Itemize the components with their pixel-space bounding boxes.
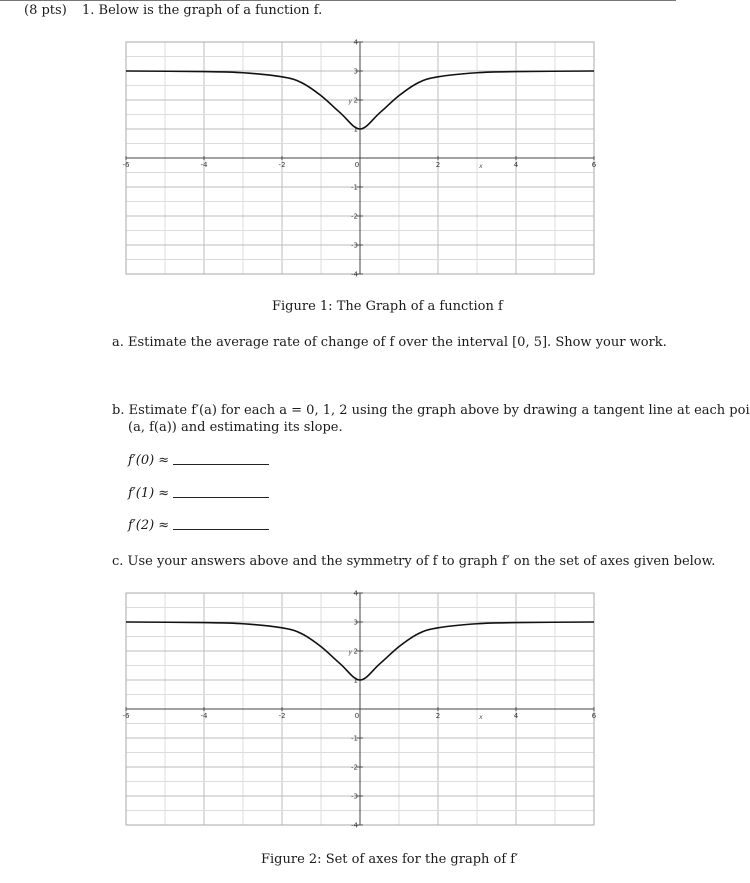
x-tick-label: -2 [278,161,286,169]
answer-blank-f0[interactable] [173,464,269,465]
points-label: (8 pts) [24,3,67,18]
part-a-prompt: a. Estimate the average rate of change of f over the interval [0, 5]. Show your work. [112,335,667,350]
x-tick-label: -2 [278,712,286,720]
x-tick-label: 4 [513,161,519,169]
y-tick-label: 2 [353,647,358,656]
figure2-graph[interactable] [118,585,602,831]
answer-row-f0 [128,453,269,468]
answer-label-f1: f′(1) ≈ [128,486,170,501]
figure1-graph [118,34,602,280]
part-b-prompt-line1: b. Estimate f′(a) for each a = 0, 1, 2 using the graph above by drawing a tangent line at each poi [112,403,750,418]
y-tick-label: -1 [351,734,358,743]
answer-label-f2: f′(2) ≈ [128,518,170,533]
part-c-prompt: c. Use your answers above and the symmetry of f to graph f′ on the set of axes given below. [112,554,716,569]
answer-blank-f2[interactable] [173,529,269,530]
y-tick-label: 4 [353,38,358,47]
y-tick-label: -4 [351,270,358,279]
y-tick-label: -1 [351,183,358,192]
x-tick-label: -6 [122,712,130,720]
y-tick-label: -2 [351,763,358,772]
y-tick-label: -3 [351,792,358,801]
y-tick-label: -3 [351,241,358,250]
question-heading: 1. Below is the graph of a function f. [82,3,323,18]
x-tick-label: -4 [200,161,208,169]
y-axis-variable: y [348,97,353,105]
y-tick-label: 1 [353,676,358,685]
y-tick-label: 3 [353,67,358,76]
x-tick-label: -4 [200,712,208,720]
x-tick-label: 2 [435,712,441,720]
top-rule [0,0,676,1]
answer-row-f1 [128,486,269,501]
x-tick-label: 2 [435,161,441,169]
x-tick-label: 0 [354,161,360,169]
figure2-caption: Figure 2: Set of axes for the graph of f′ [261,852,519,867]
y-tick-label: -2 [351,212,358,221]
x-tick-label: -6 [122,161,130,169]
x-tick-label: 6 [591,161,597,169]
x-tick-label: 6 [591,712,597,720]
answer-blank-f1[interactable] [173,497,269,498]
y-tick-label: -4 [351,821,358,830]
x-tick-label: 4 [513,712,519,720]
figure1-caption: Figure 1: The Graph of a function f [272,299,503,314]
answer-label-f0: f′(0) ≈ [128,453,170,468]
y-tick-label: 4 [353,589,358,598]
y-tick-label: 3 [353,618,358,627]
y-tick-label: 2 [353,96,358,105]
answer-row-f2 [128,518,269,533]
part-b-prompt-line2: (a, f(a)) and estimating its slope. [128,420,343,435]
x-axis-variable: x [479,714,483,722]
y-tick-label: 1 [353,125,358,134]
y-axis-variable: y [348,648,353,656]
x-axis-variable: x [479,163,483,171]
x-tick-label: 0 [354,712,360,720]
